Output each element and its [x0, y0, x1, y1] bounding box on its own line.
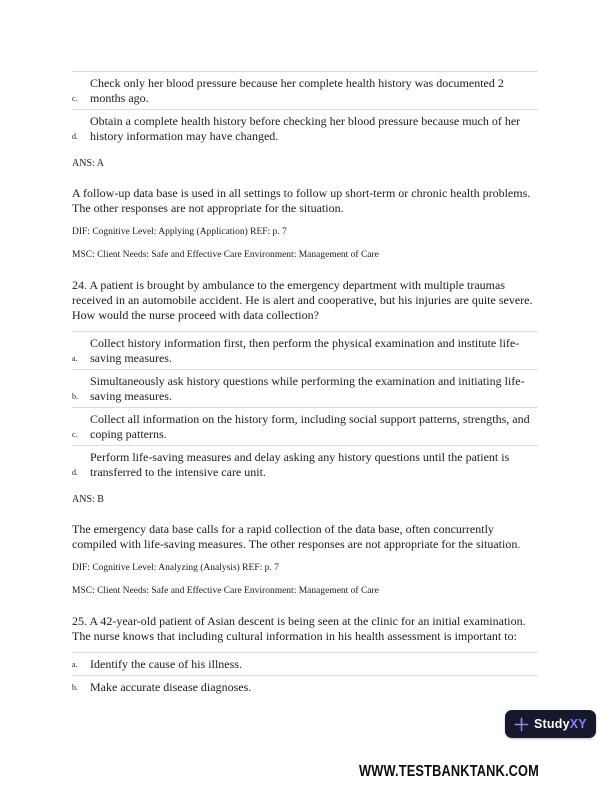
studyxy-badge: [505, 710, 596, 738]
option-text: Simultaneously ask history questions while performing the examination and initiating life-saving measures.: [90, 374, 525, 403]
option-text: Perform life-saving measures and delay asking any history questions until the patient is transferred to the intensive care unit.: [90, 450, 510, 479]
rationale-text: A follow-up data base is used in all settings to follow up short-term or chronic health problems. The other responses are not appropriate for the situation.: [72, 186, 531, 215]
options-table-q24: [72, 331, 538, 483]
option-letter: d.: [72, 132, 78, 141]
option-row: [72, 407, 538, 445]
option-text: Collect history information first, then perform the physical examination and institute life-saving measures.: [90, 336, 520, 365]
question-text-24: 24. A patient is brought by ambulance to the emergency department with multiple traumas received in an automobile accident. He is alert and cooperative, but his injuries are quite severe. How would the nurse proceed with data collection?: [72, 278, 533, 322]
dif-line: DIF: Cognitive Level: Applying (Application) REF: p. 7: [72, 227, 287, 237]
msc-line: MSC: Client Needs: Safe and Effective Care Environment: Management of Care: [72, 586, 379, 596]
option-text: Check only her blood pressure because her complete health history was documented 2 months ago.: [90, 76, 504, 105]
question-text-25: 25. A 42-year-old patient of Asian descent is being seen at the clinic for an initial examination. The nurse knows that including cultural information in his health assessment is important to:: [72, 614, 526, 643]
dif-line: DIF: Cognitive Level: Analyzing (Analysis) REF: p. 7: [72, 563, 279, 573]
answer-label: ANS: B: [72, 494, 104, 505]
option-row: [72, 369, 538, 407]
msc-line: MSC: Client Needs: Safe and Effective Care Environment: Management of Care: [72, 250, 379, 260]
option-row: [72, 109, 538, 147]
option-letter: a.: [72, 354, 78, 363]
option-row: [72, 71, 538, 109]
rationale-text: The emergency data base calls for a rapid collection of the data base, often concurrently compiled with life-saving measures. The other responses are not appropriate for the situation.: [72, 522, 521, 551]
watermark-url: WWW.TESTBANKTANK.COM: [359, 763, 539, 780]
answer-label: ANS: A: [72, 158, 104, 169]
option-text: Make accurate disease diagnoses.: [90, 680, 252, 694]
option-text: Obtain a complete health history before checking her blood pressure because much of her history information may have changed.: [90, 114, 521, 143]
option-letter: b.: [72, 392, 78, 401]
option-letter: a.: [72, 660, 78, 669]
option-letter: c.: [72, 94, 78, 103]
options-table-q25: [72, 652, 538, 698]
studyxy-label-study: Study: [534, 717, 570, 731]
option-row: [72, 445, 538, 483]
option-letter: c.: [72, 430, 78, 439]
option-letter: b.: [72, 683, 78, 692]
option-text: Collect all information on the history form, including social support patterns, strengths, and coping patterns.: [90, 412, 530, 441]
option-letter: d.: [72, 468, 78, 477]
option-row: [72, 675, 538, 698]
plus-icon: [514, 717, 529, 732]
options-table-q23: [72, 71, 538, 147]
page-content: [72, 71, 538, 698]
studyxy-label-xy: XY: [569, 717, 587, 731]
option-row: [72, 652, 538, 675]
studyxy-label: [534, 717, 587, 731]
option-row: [72, 331, 538, 369]
option-text: Identify the cause of his illness.: [90, 657, 242, 671]
